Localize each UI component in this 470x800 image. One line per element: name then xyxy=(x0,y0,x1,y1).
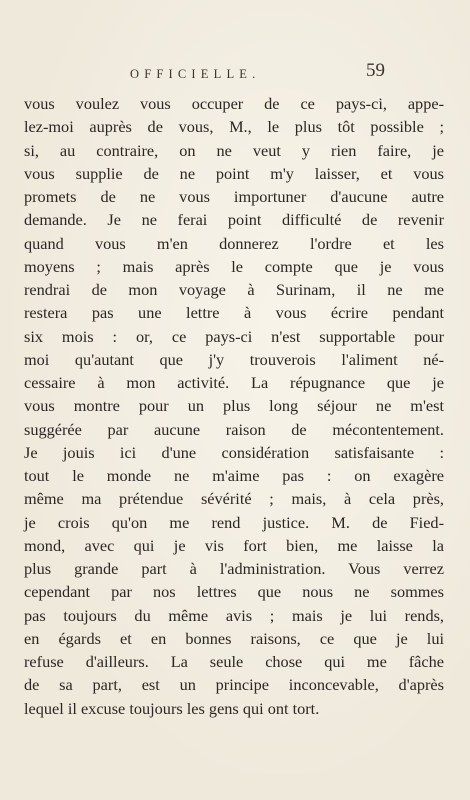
text-line: vous supplie de ne point m'y laisser, et vous xyxy=(24,163,444,183)
page-number: 59 xyxy=(366,60,385,81)
body-text xyxy=(24,92,444,720)
text-line: mond, avec qui je vis fort bien, me laisse la xyxy=(24,535,444,555)
text-line: je crois qu'on me rend justice. M. de Fied- xyxy=(24,512,444,532)
text-line: même ma prétendue sévérité ; mais, à cela près, xyxy=(24,489,444,509)
text-line: pas toujours du même avis ; mais je lui rends, xyxy=(24,605,444,625)
running-head: OFFICIELLE. xyxy=(130,67,261,81)
text-line: si, au contraire, on ne veut y rien faire, je xyxy=(24,140,444,160)
text-line: refuse d'ailleurs. La seule chose qui me fâche xyxy=(24,652,444,671)
text-line: vous voulez vous occuper de ce pays-ci, appe- xyxy=(24,94,444,113)
text-line: cessaire à mon activité. La répugnance que je xyxy=(24,373,444,392)
text-line: de sa part, est un principe inconcevable, d'après xyxy=(24,675,444,695)
text-line: lez-moi auprès de vous, M., le plus tôt possible ; xyxy=(24,117,444,137)
text-line: tout le monde ne m'aime pas : on exagère xyxy=(24,466,444,485)
text-line: quand vous m'en donnerez l'ordre et les xyxy=(24,233,444,253)
text-line: demande. Je ne ferai point difficulté de revenir xyxy=(24,210,444,230)
text-line: moyens ; mais après le compte que je vous xyxy=(24,256,444,276)
text-line: Je jouis ici d'une considération satisfaisante : xyxy=(24,442,444,462)
text-line: suggérée par aucune raison de mécontentement. xyxy=(24,419,444,439)
text-line: six mois : or, ce pays-ci n'est supportable pour xyxy=(24,326,444,346)
text-line: promets de ne vous importuner d'aucune autre xyxy=(24,187,444,206)
page-header xyxy=(0,62,470,88)
text-line: plus grande part à l'administration. Vous verrez xyxy=(24,559,444,578)
text-line: vous montre pour un plus long séjour ne m'est xyxy=(24,396,444,416)
text-line-last: lequel il excuse toujours les gens qui ont tort. xyxy=(24,698,320,718)
text-line: en égards et en bonnes raisons, ce que je lui xyxy=(24,628,444,648)
text-line: rendrai de mon voyage à Surinam, il ne me xyxy=(24,280,444,299)
text-line: moi qu'autant que j'y trouverois l'aliment né- xyxy=(24,349,444,369)
text-line: restera pas une lettre à vous écrire pendant xyxy=(24,303,444,323)
text-line: cependant par nos lettres que nous ne sommes xyxy=(24,582,444,602)
